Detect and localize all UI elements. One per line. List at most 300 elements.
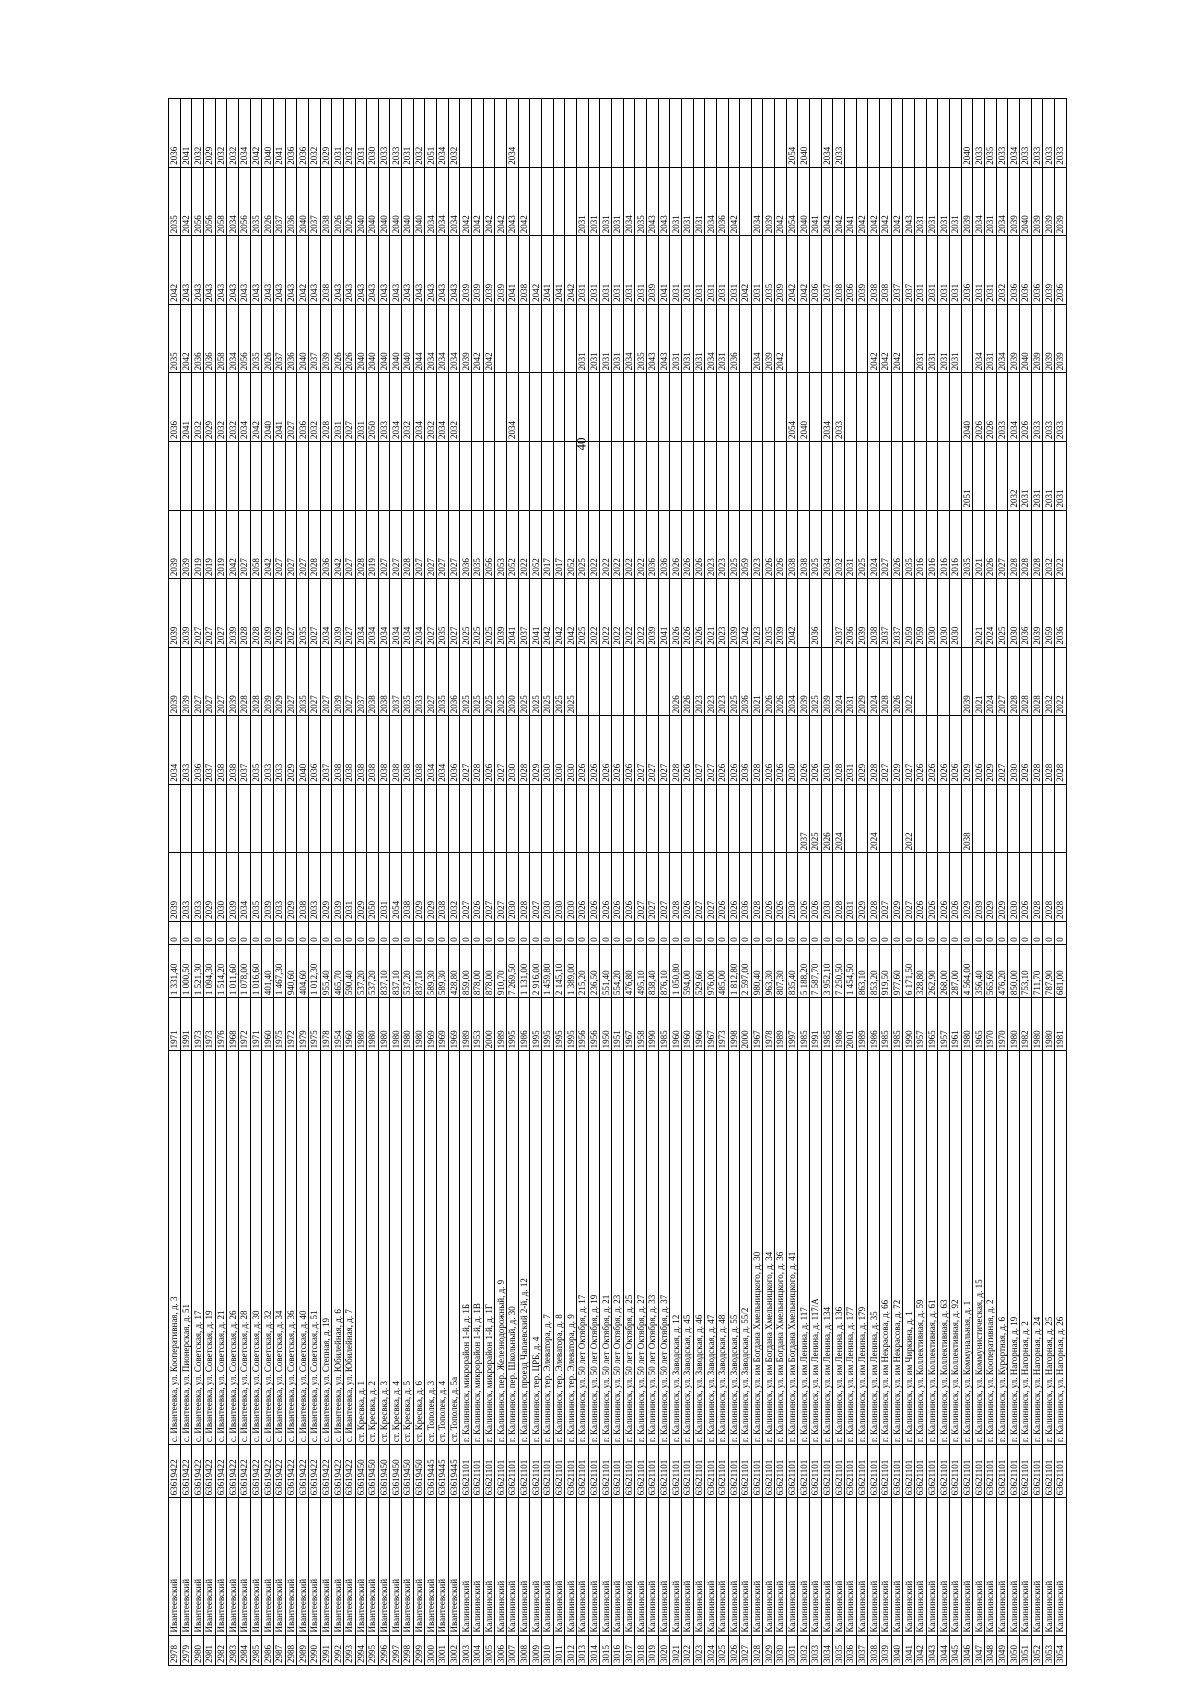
table-row bbox=[833, 99, 845, 1666]
table-cell: 1980 bbox=[413, 998, 425, 1051]
table-cell: 2027 bbox=[658, 716, 670, 785]
table-cell bbox=[495, 784, 507, 853]
table-cell: 2042 bbox=[483, 304, 495, 373]
table-row bbox=[1019, 99, 1031, 1666]
table-cell: 1967 bbox=[751, 998, 763, 1051]
table-cell bbox=[623, 373, 635, 442]
table-cell: 2036 bbox=[285, 99, 297, 168]
table-cell: 2050 bbox=[367, 853, 379, 922]
table-row bbox=[1008, 99, 1020, 1666]
table-cell: 2027 bbox=[448, 510, 460, 579]
table-cell: 2025 bbox=[996, 579, 1008, 648]
table-cell: 2025 bbox=[810, 647, 822, 716]
table-cell: 2040 bbox=[367, 167, 379, 236]
table-cell: 2036 bbox=[192, 716, 204, 785]
table-cell: 2042 bbox=[775, 167, 787, 236]
table-cell: 2031 bbox=[681, 167, 693, 236]
table-cell: 1 521,30 bbox=[192, 944, 204, 997]
table-cell: 0 bbox=[297, 921, 309, 944]
table-cell: 63619422 bbox=[250, 1445, 262, 1498]
table-cell: 2042 bbox=[728, 167, 740, 236]
table-cell: 2026 bbox=[938, 853, 950, 922]
table-row bbox=[495, 99, 507, 1666]
table-cell bbox=[343, 784, 355, 853]
table-cell: 1980 bbox=[402, 998, 414, 1051]
table-row bbox=[915, 99, 927, 1666]
table-cell: 2039 bbox=[169, 579, 181, 648]
table-cell: 262,90 bbox=[926, 944, 938, 997]
table-cell bbox=[565, 784, 577, 853]
housing-repair-schedule-table bbox=[168, 98, 1067, 1666]
table-cell: 2040 bbox=[378, 304, 390, 373]
table-row bbox=[984, 99, 996, 1666]
table-cell bbox=[518, 441, 530, 510]
table-cell bbox=[635, 99, 647, 168]
table-cell bbox=[553, 99, 565, 168]
table-row bbox=[203, 99, 215, 1666]
table-cell: г. Калининск, микрорайон 1-й, д. 1Г bbox=[483, 1051, 495, 1445]
table-cell: 2029 bbox=[355, 853, 367, 922]
table-cell: 2025 bbox=[542, 647, 554, 716]
table-cell: 465,70 bbox=[332, 944, 344, 997]
table-cell: 2031 bbox=[332, 373, 344, 442]
table-cell: 2030 bbox=[926, 579, 938, 648]
table-cell: 63619422 bbox=[320, 1445, 332, 1498]
table-cell: 63621101 bbox=[938, 1445, 950, 1498]
table-cell: ст. Тополек, д. 5а bbox=[448, 1051, 460, 1445]
table-cell: 2043 bbox=[413, 236, 425, 305]
table-cell: 2031 bbox=[705, 236, 717, 305]
table-cell: 2025 bbox=[810, 510, 822, 579]
table-cell: 63621101 bbox=[553, 1445, 565, 1498]
table-cell: 2054 bbox=[786, 99, 798, 168]
table-row bbox=[1054, 99, 1066, 1666]
table-cell: 2039 bbox=[332, 579, 344, 648]
table-cell: 63619450 bbox=[413, 1445, 425, 1498]
table-cell: 2054 bbox=[786, 373, 798, 442]
table-cell bbox=[250, 784, 262, 853]
table-row bbox=[355, 99, 367, 1666]
table-cell: Калининский bbox=[1054, 1498, 1066, 1635]
table-cell: 0 bbox=[926, 921, 938, 944]
table-cell: 2029 bbox=[891, 716, 903, 785]
table-cell: 2040 bbox=[297, 716, 309, 785]
table-cell: 2033 bbox=[996, 99, 1008, 168]
table-cell: 2031 bbox=[949, 304, 961, 373]
table-cell bbox=[553, 441, 565, 510]
table-cell: 2022 bbox=[903, 784, 915, 853]
table-cell bbox=[565, 99, 577, 168]
table-cell: 2027 bbox=[495, 853, 507, 922]
table-cell: 2996 bbox=[378, 1635, 390, 1665]
table-cell: 2039 bbox=[1054, 304, 1066, 373]
table-cell: 0 bbox=[961, 921, 973, 944]
table-cell: 2040 bbox=[961, 373, 973, 442]
table-cell bbox=[740, 304, 752, 373]
table-cell: 3031 bbox=[786, 1635, 798, 1665]
table-cell: 2034 bbox=[448, 304, 460, 373]
table-cell: 2031 bbox=[716, 304, 728, 373]
table-cell: 2032 bbox=[1043, 647, 1055, 716]
table-cell: 2034 bbox=[378, 579, 390, 648]
table-cell: 2022 bbox=[600, 579, 612, 648]
table-cell: 0 bbox=[821, 921, 833, 944]
table-cell: 2031 bbox=[1031, 441, 1043, 510]
table-cell: г. Калининск, ул. Заводская, д. 45 bbox=[681, 1051, 693, 1445]
table-cell: 2026 bbox=[984, 373, 996, 442]
table-cell: 2043 bbox=[308, 236, 320, 305]
table-cell: 2043 bbox=[378, 236, 390, 305]
table-cell bbox=[611, 784, 623, 853]
table-cell: 2034 bbox=[425, 304, 437, 373]
table-cell: с. Ивантеевка, ул. Советская, д. 34 bbox=[273, 1051, 285, 1445]
table-cell: 838,40 bbox=[646, 944, 658, 997]
table-cell: 2039 bbox=[1031, 167, 1043, 236]
table-cell: 63619422 bbox=[180, 1445, 192, 1498]
table-cell: 2051 bbox=[425, 99, 437, 168]
table-cell: 2028 bbox=[1031, 647, 1043, 716]
table-row bbox=[262, 99, 274, 1666]
table-cell: 401,40 bbox=[262, 944, 274, 997]
table-cell: 63619450 bbox=[367, 1445, 379, 1498]
table-cell: 2042 bbox=[868, 304, 880, 373]
table-cell: ст. Тополек, д. 4 bbox=[437, 1051, 449, 1445]
table-cell: 2042 bbox=[250, 373, 262, 442]
table-cell: 2039 bbox=[646, 236, 658, 305]
table-cell bbox=[728, 784, 740, 853]
table-cell: 2023 bbox=[716, 647, 728, 716]
table-cell bbox=[891, 373, 903, 442]
table-row bbox=[903, 99, 915, 1666]
table-row bbox=[343, 99, 355, 1666]
table-cell: 2031 bbox=[1043, 441, 1055, 510]
table-row bbox=[378, 99, 390, 1666]
table-cell: Ивантеевский bbox=[332, 1498, 344, 1635]
table-cell: 2022 bbox=[1054, 510, 1066, 579]
table-cell bbox=[693, 784, 705, 853]
table-cell: 63619422 bbox=[238, 1445, 250, 1498]
table-cell: 2035 bbox=[763, 236, 775, 305]
table-cell bbox=[681, 99, 693, 168]
table-cell: 3040 bbox=[891, 1635, 903, 1665]
table-cell: 2031 bbox=[845, 647, 857, 716]
table-cell: 2030 bbox=[1008, 579, 1020, 648]
table-cell: 63621101 bbox=[705, 1445, 717, 1498]
table-cell: 2040 bbox=[413, 167, 425, 236]
table-cell: 2036 bbox=[1019, 236, 1031, 305]
table-cell: 2042 bbox=[565, 579, 577, 648]
table-cell: 2028 bbox=[355, 510, 367, 579]
table-cell: 2039 bbox=[320, 304, 332, 373]
table-cell: 2039 bbox=[1054, 167, 1066, 236]
table-cell: 63621101 bbox=[868, 1445, 880, 1498]
table-cell bbox=[203, 441, 215, 510]
table-cell bbox=[192, 441, 204, 510]
table-cell: 2033 bbox=[180, 853, 192, 922]
table-cell: 1969 bbox=[448, 998, 460, 1051]
table-cell: 1995 bbox=[530, 998, 542, 1051]
table-cell bbox=[297, 784, 309, 853]
table-cell: 2028 bbox=[1031, 853, 1043, 922]
table-cell: 2026 bbox=[891, 510, 903, 579]
table-cell: Калининский bbox=[553, 1498, 565, 1635]
table-cell: 1 011,60 bbox=[227, 944, 239, 997]
table-cell: 2033 bbox=[996, 373, 1008, 442]
table-cell bbox=[273, 784, 285, 853]
table-cell: 0 bbox=[600, 921, 612, 944]
table-cell: 2016 bbox=[949, 510, 961, 579]
table-cell bbox=[437, 784, 449, 853]
table-cell: 1975 bbox=[273, 998, 285, 1051]
table-cell: 3 952,10 bbox=[821, 944, 833, 997]
table-cell: 2042 bbox=[891, 167, 903, 236]
table-row bbox=[402, 99, 414, 1666]
table-cell: 3029 bbox=[763, 1635, 775, 1665]
table-cell bbox=[576, 99, 588, 168]
table-cell: 2027 bbox=[705, 853, 717, 922]
table-cell: 1 389,00 bbox=[565, 944, 577, 997]
table-cell: 2027 bbox=[343, 373, 355, 442]
table-cell: 3011 bbox=[553, 1635, 565, 1665]
table-cell: 2036 bbox=[460, 510, 472, 579]
table-cell: 2052 bbox=[565, 510, 577, 579]
table-cell: г. Калининск, тер. Элеватора, д. 9 bbox=[565, 1051, 577, 1445]
table-cell: 63621101 bbox=[1054, 1445, 1066, 1498]
table-cell bbox=[716, 373, 728, 442]
table-cell: 2022 bbox=[518, 510, 530, 579]
table-cell: 2027 bbox=[390, 510, 402, 579]
table-cell: 3013 bbox=[576, 1635, 588, 1665]
table-cell: 2025 bbox=[460, 647, 472, 716]
table-cell: 2039 bbox=[973, 853, 985, 922]
table-cell: 2028 bbox=[250, 647, 262, 716]
table-cell: 1969 bbox=[437, 998, 449, 1051]
table-cell: 2030 bbox=[1008, 716, 1020, 785]
table-cell: 2043 bbox=[367, 236, 379, 305]
table-cell: 2028 bbox=[1031, 510, 1043, 579]
table-cell: 2035 bbox=[250, 304, 262, 373]
table-cell: 2030 bbox=[553, 716, 565, 785]
table-cell bbox=[728, 373, 740, 442]
table-cell: 2034 bbox=[390, 579, 402, 648]
table-cell: 2054 bbox=[390, 853, 402, 922]
table-cell: 2042 bbox=[460, 167, 472, 236]
table-cell: Ивантеевский bbox=[169, 1498, 181, 1635]
table-cell: 977,60 bbox=[891, 944, 903, 997]
table-cell: 2031 bbox=[915, 304, 927, 373]
table-cell: 2027 bbox=[530, 853, 542, 922]
table-cell: 2043 bbox=[250, 236, 262, 305]
table-cell: Ивантеевский bbox=[227, 1498, 239, 1635]
table-cell: 2032 bbox=[192, 373, 204, 442]
table-cell: 2026 bbox=[798, 853, 810, 922]
table-cell: 2040 bbox=[798, 99, 810, 168]
table-cell: 0 bbox=[460, 921, 472, 944]
table-cell: 2033 bbox=[833, 99, 845, 168]
table-cell bbox=[786, 304, 798, 373]
table-cell: 1989 bbox=[775, 998, 787, 1051]
table-cell: 2031 bbox=[845, 716, 857, 785]
table-cell: 2026 bbox=[332, 304, 344, 373]
table-cell: 850,00 bbox=[1008, 944, 1020, 997]
table-cell bbox=[507, 784, 519, 853]
table-cell: 2030 bbox=[821, 716, 833, 785]
table-cell bbox=[600, 99, 612, 168]
table-cell: Ивантеевский bbox=[180, 1498, 192, 1635]
table-cell: 2041 bbox=[273, 99, 285, 168]
table-cell bbox=[856, 441, 868, 510]
table-cell: 2031 bbox=[1019, 441, 1031, 510]
table-row bbox=[868, 99, 880, 1666]
table-cell: 3005 bbox=[483, 1635, 495, 1665]
table-cell: 0 bbox=[845, 921, 857, 944]
table-cell: 2040 bbox=[798, 373, 810, 442]
table-cell: 2028 bbox=[868, 853, 880, 922]
table-cell: Калининский bbox=[565, 1498, 577, 1635]
table-cell: 2042 bbox=[262, 510, 274, 579]
table-cell: 2980 bbox=[192, 1635, 204, 1665]
table-cell: 2034 bbox=[413, 579, 425, 648]
table-cell: 3050 bbox=[1008, 1635, 1020, 1665]
table-cell: 3046 bbox=[961, 1635, 973, 1665]
table-cell: г. Калининск, ул. Нагорная, д. 2 bbox=[1019, 1051, 1031, 1445]
table-cell: 2039 bbox=[495, 236, 507, 305]
table-cell: 2059 bbox=[1043, 579, 1055, 648]
table-cell: 1954 bbox=[332, 998, 344, 1051]
table-cell bbox=[542, 167, 554, 236]
table-cell: 878,00 bbox=[472, 944, 484, 997]
table-cell: 2039 bbox=[180, 647, 192, 716]
table-cell bbox=[553, 373, 565, 442]
table-cell: г. Калининск, ул. 50 лет Октября, д. 21 bbox=[600, 1051, 612, 1445]
table-cell: 3047 bbox=[973, 1635, 985, 1665]
table-cell: 2030 bbox=[786, 716, 798, 785]
table-row bbox=[518, 99, 530, 1666]
table-cell: 2033 bbox=[833, 373, 845, 442]
table-cell: 2026 bbox=[262, 167, 274, 236]
table-cell: 1 016,60 bbox=[250, 944, 262, 997]
table-cell: г. Калининск, микрорайон 1-й, д. 1Б bbox=[460, 1051, 472, 1445]
table-cell bbox=[926, 647, 938, 716]
table-cell: 2039 bbox=[1043, 236, 1055, 305]
table-cell: 1980 bbox=[378, 998, 390, 1051]
table-cell: 2022 bbox=[635, 510, 647, 579]
table-cell: 2026 bbox=[891, 647, 903, 716]
table-cell: 0 bbox=[448, 921, 460, 944]
table-cell bbox=[938, 441, 950, 510]
table-cell: 2037 bbox=[308, 167, 320, 236]
table-cell: 2036 bbox=[961, 236, 973, 305]
table-cell bbox=[472, 373, 484, 442]
table-cell: 2031 bbox=[600, 167, 612, 236]
table-cell bbox=[542, 373, 554, 442]
table-cell bbox=[285, 441, 297, 510]
table-cell: 2037 bbox=[891, 579, 903, 648]
table-cell: 63619422 bbox=[297, 1445, 309, 1498]
table-cell: 63621101 bbox=[576, 1445, 588, 1498]
table-cell: 2039 bbox=[460, 304, 472, 373]
table-cell: г. Калининск, ул. 50 лет Октября, д. 19 bbox=[588, 1051, 600, 1445]
table-cell: 2028 bbox=[1031, 716, 1043, 785]
table-cell: Калининский bbox=[996, 1498, 1008, 1635]
table-cell: 0 bbox=[542, 921, 554, 944]
table-cell: 2034 bbox=[996, 304, 1008, 373]
table-cell: Калининский bbox=[786, 1498, 798, 1635]
table-cell: 1 514,20 bbox=[215, 944, 227, 997]
table-cell: 2026 bbox=[1019, 853, 1031, 922]
table-cell bbox=[845, 441, 857, 510]
table-cell bbox=[390, 441, 402, 510]
table-cell: 2029 bbox=[285, 716, 297, 785]
table-cell: 0 bbox=[273, 921, 285, 944]
table-cell: 2053 bbox=[495, 510, 507, 579]
table-cell: 1980 bbox=[367, 998, 379, 1051]
table-cell: 2029 bbox=[984, 716, 996, 785]
table-row bbox=[821, 99, 833, 1666]
table-cell: 63619422 bbox=[262, 1445, 274, 1498]
table-cell: 1986 bbox=[518, 998, 530, 1051]
table-cell bbox=[763, 441, 775, 510]
table-cell bbox=[880, 373, 892, 442]
table-cell: 2032 bbox=[215, 373, 227, 442]
table-cell bbox=[658, 441, 670, 510]
table-cell: Калининский bbox=[576, 1498, 588, 1635]
table-cell: 2026 bbox=[984, 510, 996, 579]
table-cell: 2033 bbox=[1054, 99, 1066, 168]
table-cell: 2035 bbox=[635, 304, 647, 373]
table-cell bbox=[728, 99, 740, 168]
table-cell: 1985 bbox=[821, 998, 833, 1051]
table-cell: 2031 bbox=[845, 853, 857, 922]
table-cell: 2042 bbox=[530, 236, 542, 305]
table-cell: 2032 bbox=[215, 99, 227, 168]
table-cell: 2034 bbox=[821, 373, 833, 442]
table-cell: 63621101 bbox=[670, 1445, 682, 1498]
table-cell: 529,60 bbox=[693, 944, 705, 997]
table-cell: 2992 bbox=[332, 1635, 344, 1665]
table-cell: 63621101 bbox=[460, 1445, 472, 1498]
table-cell: 63621101 bbox=[845, 1445, 857, 1498]
table-cell: 2043 bbox=[180, 236, 192, 305]
table-cell: 2038 bbox=[833, 236, 845, 305]
table-cell bbox=[693, 373, 705, 442]
table-cell: 2026 bbox=[775, 716, 787, 785]
table-cell: 2034 bbox=[821, 510, 833, 579]
table-cell: с. Ивантеевка, ул. Советская, д. 21 bbox=[215, 1051, 227, 1445]
table-cell: 3009 bbox=[530, 1635, 542, 1665]
table-cell: Калининский bbox=[949, 1498, 961, 1635]
table-cell: 2040 bbox=[798, 167, 810, 236]
table-cell: 2041 bbox=[180, 99, 192, 168]
table-row bbox=[658, 99, 670, 1666]
table-cell: 1967 bbox=[705, 998, 717, 1051]
table-row bbox=[483, 99, 495, 1666]
table-cell: 2027 bbox=[215, 647, 227, 716]
table-row bbox=[507, 99, 519, 1666]
table-cell bbox=[390, 784, 402, 853]
table-cell: 0 bbox=[949, 921, 961, 944]
table-cell: 4 564,00 bbox=[961, 944, 973, 997]
table-cell: 2026 bbox=[915, 853, 927, 922]
table-cell: 3014 bbox=[588, 1635, 600, 1665]
table-cell bbox=[576, 441, 588, 510]
table-cell: Ивантеевский bbox=[250, 1498, 262, 1635]
table-cell: 2978 bbox=[169, 1635, 181, 1665]
table-cell bbox=[565, 373, 577, 442]
table-cell: 859,00 bbox=[460, 944, 472, 997]
table-cell: 2037 bbox=[833, 579, 845, 648]
table-cell: Калининский bbox=[658, 1498, 670, 1635]
